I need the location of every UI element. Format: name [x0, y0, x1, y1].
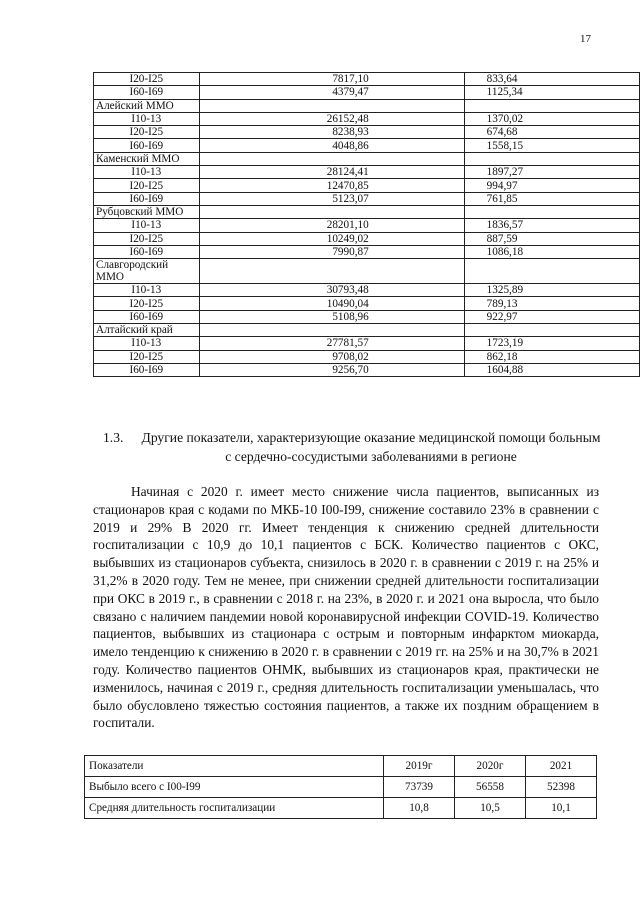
region-row [94, 99, 640, 112]
table-row [94, 232, 640, 245]
table-row [94, 179, 640, 192]
value-1-cell: 5123,07 [199, 192, 464, 205]
code-cell: I60-I69 [94, 192, 200, 205]
region-label: Алейский ММО [94, 99, 200, 112]
summary-header-2020: 2020г [455, 756, 526, 777]
table-row [94, 310, 640, 323]
value-1-cell: 4379,47 [199, 86, 464, 99]
table-row [94, 139, 640, 152]
region-label: Каменский ММО [94, 152, 200, 165]
value-1-cell: 27781,57 [199, 337, 464, 350]
value-2-cell: 1125,34 [464, 86, 639, 99]
value-2-cell: 1558,15 [464, 139, 639, 152]
value-1-cell: 4048,86 [199, 139, 464, 152]
value-1-cell: 10249,02 [199, 232, 464, 245]
table-row [94, 126, 640, 139]
table-row [94, 166, 640, 179]
summary-cell-2020: 56558 [455, 777, 526, 798]
region-row [94, 205, 640, 218]
summary-header-row [85, 756, 597, 777]
value-1-cell: 26152,48 [199, 112, 464, 125]
value-2-cell: 1836,57 [464, 219, 639, 232]
summary-header-label: Показатели [85, 756, 384, 777]
code-cell: I60-I69 [94, 363, 200, 376]
empty-cell [464, 152, 639, 165]
value-2-cell: 1086,18 [464, 245, 639, 258]
value-2-cell: 922,97 [464, 310, 639, 323]
value-1-cell: 9256,70 [199, 363, 464, 376]
value-2-cell: 761,85 [464, 192, 639, 205]
code-cell: I20-I25 [94, 73, 200, 86]
value-2-cell: 1370,02 [464, 112, 639, 125]
code-cell: I60-I69 [94, 86, 200, 99]
value-1-cell: 7990,87 [199, 245, 464, 258]
summary-header-2021: 2021 [526, 756, 597, 777]
empty-cell [199, 259, 464, 284]
table-row [94, 73, 640, 86]
empty-cell [199, 205, 464, 218]
value-1-cell: 10490,04 [199, 297, 464, 310]
value-2-cell: 1897,27 [464, 166, 639, 179]
value-2-cell: 1723,19 [464, 337, 639, 350]
empty-cell [464, 259, 639, 284]
table-row [94, 86, 640, 99]
code-cell: I20-I25 [94, 350, 200, 363]
value-1-cell: 5108,96 [199, 310, 464, 323]
table-row [94, 112, 640, 125]
summary-row [85, 777, 597, 798]
table-row [94, 363, 640, 376]
region-row [94, 259, 640, 284]
value-1-cell: 9708,02 [199, 350, 464, 363]
table-row [94, 350, 640, 363]
table-row [94, 284, 640, 297]
value-2-cell: 1604,88 [464, 363, 639, 376]
value-2-cell: 833,64 [464, 73, 639, 86]
value-1-cell: 28201,10 [199, 219, 464, 232]
summary-cell-2021: 10,1 [526, 798, 597, 819]
value-2-cell: 862,18 [464, 350, 639, 363]
summary-cell-2019: 10,8 [384, 798, 455, 819]
value-1-cell: 30793,48 [199, 284, 464, 297]
value-1-cell: 12470,85 [199, 179, 464, 192]
region-label: Алтайский край [94, 324, 200, 337]
table-row [94, 245, 640, 258]
top-data-table [93, 72, 640, 377]
value-2-cell: 994,97 [464, 179, 639, 192]
table-row [94, 337, 640, 350]
code-cell: I10-13 [94, 166, 200, 179]
top-table-body [94, 73, 640, 377]
code-cell: I10-13 [94, 112, 200, 125]
empty-cell [199, 324, 464, 337]
value-2-cell: 1325,89 [464, 284, 639, 297]
region-row [94, 152, 640, 165]
table-row [94, 192, 640, 205]
summary-cell-2019: 73739 [384, 777, 455, 798]
body-paragraph: Начиная с 2020 г. имеет место снижение числа пациентов, выписанных из стационаров края с кодами по МКБ-10 I00-I99, снижение составило 23% в сравнении с 2019 и 29% В 2020 гг. Имеет тенденция к снижению средней длительности госпитализации с 10,9 до 10,1 пациентов с БСК. Количество пациентов с ОКС, выбывших из стационаров субъекта, снизилось в 2020 г. в сравнении с 2019 г. на 25% и 31,2% в 2020 году. Тем не менее, при снижении средней длительности госпитализации при ОКС в 2019 г., в сравнении с 2018 г. на 23%, в 2020 г. и 2021 она выросла, что было связано с наличием пандемии новой коронавирусной инфекции COVID-19. Количество пациентов, выбывших из стационара с острым и повторным инфарктом миокарда, имело тенденцию к снижению в 2020 г. в сравнении с 2019 гг. на 25% и на 30,7% в 2021 году. Количество пациентов ОНМК, выбывших из стационаров края, практически не изменилось, начиная с 2019 г., средняя длительность госпитализации уменьшалась, что было обусловлено тяжестью состояния пациентов, а также их поздним обращением в госпитали. [93, 484, 599, 731]
summary-cell-2020: 10,5 [455, 798, 526, 819]
region-row [94, 324, 640, 337]
value-1-cell: 28124,41 [199, 166, 464, 179]
code-cell: I60-I69 [94, 245, 200, 258]
empty-cell [464, 205, 639, 218]
summary-row [85, 798, 597, 819]
code-cell: I10-13 [94, 219, 200, 232]
section-number: 1.3. [103, 430, 124, 445]
region-label: Рубцовский ММО [94, 205, 200, 218]
summary-row-label: Выбыло всего с I00-I99 [85, 777, 384, 798]
empty-cell [199, 152, 464, 165]
table-row [94, 297, 640, 310]
value-2-cell: 887,59 [464, 232, 639, 245]
empty-cell [464, 99, 639, 112]
code-cell: I20-I25 [94, 297, 200, 310]
code-cell: I20-I25 [94, 232, 200, 245]
empty-cell [199, 99, 464, 112]
code-cell: I10-13 [94, 337, 200, 350]
section-title: Другие показатели, характеризующие оказание медицинской помощи больным с сердечно-сосудистыми заболеваниями в регионе [141, 430, 601, 464]
summary-header-2019: 2019г [384, 756, 455, 777]
summary-row-label: Средняя длительность госпитализации [85, 798, 384, 819]
page-number: 17 [580, 33, 591, 45]
value-2-cell: 789,13 [464, 297, 639, 310]
value-1-cell: 8238,93 [199, 126, 464, 139]
code-cell: I20-I25 [94, 179, 200, 192]
value-2-cell: 674,68 [464, 126, 639, 139]
empty-cell [464, 324, 639, 337]
code-cell: I10-13 [94, 284, 200, 297]
summary-cell-2021: 52398 [526, 777, 597, 798]
summary-table [84, 755, 597, 819]
code-cell: I20-I25 [94, 126, 200, 139]
value-1-cell: 7817,10 [199, 73, 464, 86]
code-cell: I60-I69 [94, 139, 200, 152]
table-row [94, 219, 640, 232]
region-label: Славгородский ММО [94, 259, 200, 284]
code-cell: I60-I69 [94, 310, 200, 323]
